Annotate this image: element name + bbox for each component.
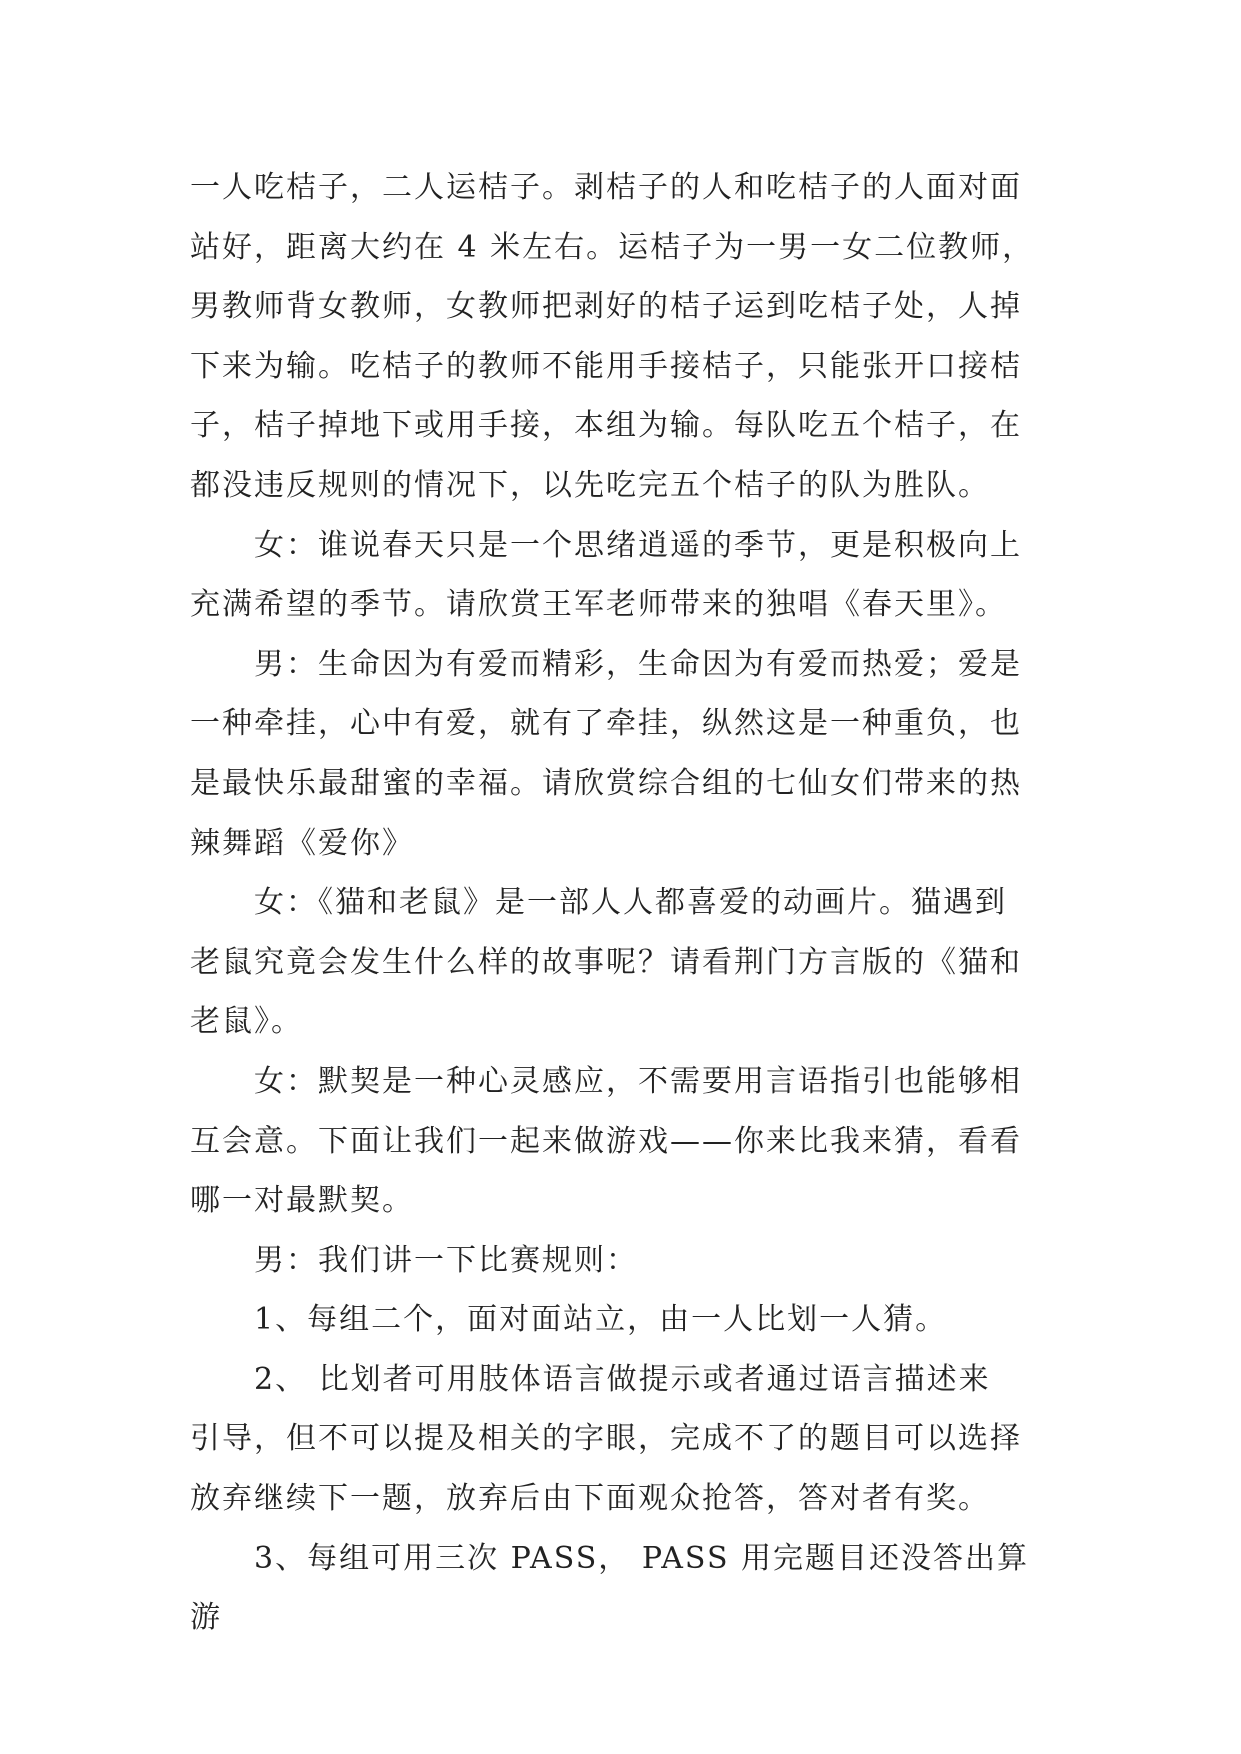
paragraph-rule-2: 2、 比划者可用肢体语言做提示或者通过语言描述来 引导，但不可以提及相关的字眼，完成不了的题目可以选择 放弃继续下一题，放弃后由下面观众抢答，答对者有奖。: [190, 1361, 1022, 1517]
paragraph-female-tacit: 女：默契是一种心灵感应，不需要用言语指引也能够相 互会意。下面让我们一起来做游戏——你来比我来猜，看看 哪一对最默契。: [190, 1063, 1022, 1219]
paragraph-orange-game-rules: 一人吃桔子，二人运桔子。剥桔子的人和吃桔子的人面对面 站好，距离大约在 4 米左右。运桔子为一男一女二位教师， 男教师背女教师，女教师把剥好的桔子运到吃桔子处，人掉 下来为输。吃桔子的教师不能用手接桔子，只能张开口接桔 子，桔子掉地下或用手接，本组为输。每队吃五个桔子，在 都没违反规则的情况下，以先吃完五个桔子的队为胜队。: [190, 170, 1035, 503]
paragraph-female-tom-jerry: 女：《猫和老鼠》是一部人人都喜爱的动画片。猫遇到 老鼠究竟会发生什么样的故事呢？请看荆门方言版的《猫和 老鼠》。: [190, 885, 1022, 1040]
paragraph-male-rules-intro: 男：我们讲一下比赛规则：: [254, 1242, 638, 1278]
paragraph-female-spring: 女：谁说春天只是一个思绪逍遥的季节，更是积极向上 充满希望的季节。请欣赏王军老师带来的独唱《春天里》。: [190, 527, 1022, 623]
paragraph-male-love: 男：生命因为有爱而精彩，生命因为有爱而热爱；爱是 一种牵挂，心中有爱，就有了牵挂，纵然这是一种重负，也 是最快乐最甜蜜的幸福。请欣赏综合组的七仙女们带来的热 辣舞蹈《爱你》: [190, 646, 1022, 861]
paragraph-rule-1: 1、每组二个，面对面站立，由一人比划一人猜。: [254, 1302, 948, 1338]
document-body: [190, 158, 1050, 1648]
paragraph-rule-3: 3、每组可用三次 PASS， PASS 用完题目还没答出算游: [190, 1540, 1030, 1636]
